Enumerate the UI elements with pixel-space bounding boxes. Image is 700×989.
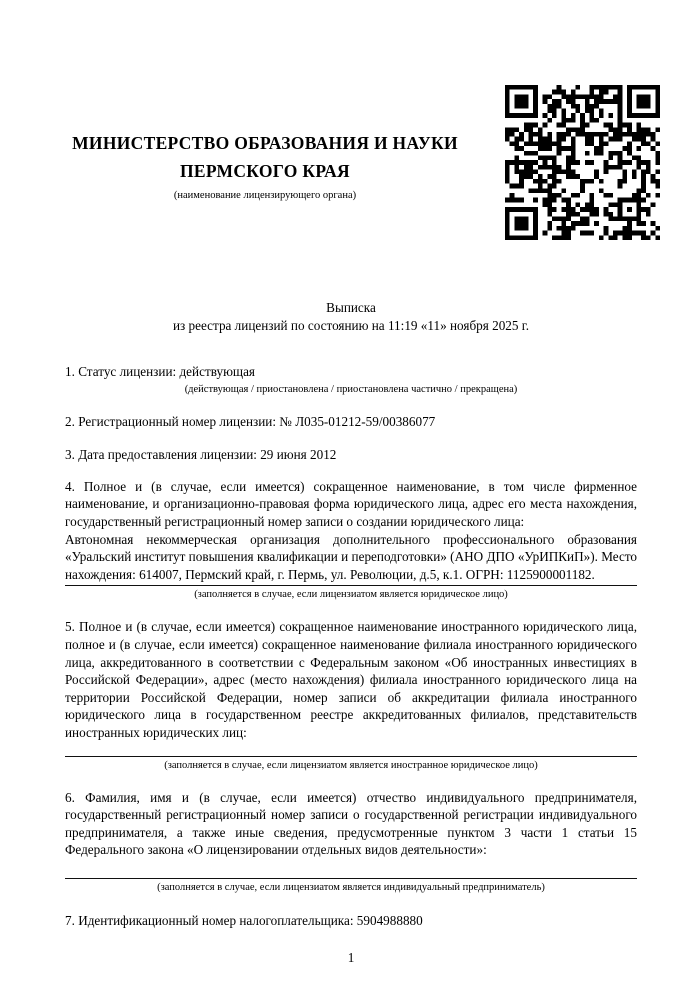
document-header [65,129,465,203]
license-item-foreign-entity [65,618,637,772]
empty-value-space [65,742,637,754]
title-line2: из реестра лицензий по состоянию на 11:19 «11» ноября 2025 г. [172,317,530,333]
fill-in-rule [65,878,637,879]
item-text: 2. Регистрационный номер лицензии: № Л035-01212-59/00386077 [65,413,436,429]
license-item-registration-number [65,413,637,431]
license-item-status [65,363,637,397]
item-text: 1. Статус лицензии: действующая [65,364,256,379]
license-item-grant-date [65,446,637,464]
item-caption: (заполняется в случае, если лицензиатом является юридическое лицо) [194,589,508,601]
document-body [65,299,637,967]
fill-in-rule [65,585,637,586]
item-caption: (заполняется в случае, если лицензиатом является иностранное юридическое лицо) [164,759,538,771]
item-text: 5. Полное и (в случае, если имеется) сокращенное наименование иностранного юридического лица, полное и (в случае, если имеется) сокращенное наименование филиала иностранного юридического лица, аккредитованного в соответствии с Федеральным законом «Об иностранных инвестициях в Российской Федерации», адрес (место нахождения) филиала иностранного юридического лица на территории Российской Федерации, номер записи об аккредитации филиала иностранного юридического лица в государственном реестре аккредитованных филиалов, представительств иностранных юридических лиц: [65,619,637,740]
empty-value-space [65,859,637,876]
item-text: 6. Фамилия, имя и (в случае, если имеется) отчество индивидуального предпринимателя, государственный регистрационный номер записи о государственной регистрации индивидуального предпринимателя, а также иные сведения, предусмотренные пунктом 3 части 1 статьи 15 Федерального закона «О лицензировании отдельных видов деятельности»: [65,789,637,858]
item-text: 7. Идентификационный номер налогоплательщика: 5904988880 [65,912,423,928]
qr-code-icon [505,85,660,240]
fill-in-rule [65,756,637,757]
ministry-name-line1: МИНИСТЕРСТВО ОБРАЗОВАНИЯ И НАУКИ [72,133,458,153]
license-item-individual-entrepreneur [65,789,637,895]
license-item-taxpayer-id [65,912,637,930]
item-value: Автономная некоммерческая организация дополнительного профессионального образования «Уральский институт повышения квалификации и переподготовки» (АНО ДПО «УрИПКиП»). Место нахождения: 614007, Пермский край, г. Пермь, ул. Революции, д.5, к.1. ОГРН: 1125900001182. [65,531,637,582]
item-text: 4. Полное и (в случае, если имеется) сокращенное наименование, в том числе фирменное наименование, и организационно-правовая форма юридического лица, адрес его места нахождения, государственный регистрационный номер записи о создании юридического лица: [65,478,637,529]
license-item-legal-entity [65,478,637,603]
ministry-name-line2: ПЕРМСКОГО КРАЯ [180,161,350,181]
item-text: 3. Дата предоставления лицензии: 29 июня 2012 [65,447,337,463]
issuing-authority-caption: (наименование лицензирующего органа) [173,190,357,201]
item-caption: (действующая / приостановлена / приостановлена частично / прекращена) [184,383,518,395]
issuing-authority-name [65,129,465,185]
document-title [65,299,637,334]
title-line1: Выписка [326,300,376,315]
page-number: 1 [347,950,355,966]
item-caption: (заполняется в случае, если лицензиатом является индивидуальный предприниматель) [157,881,545,893]
